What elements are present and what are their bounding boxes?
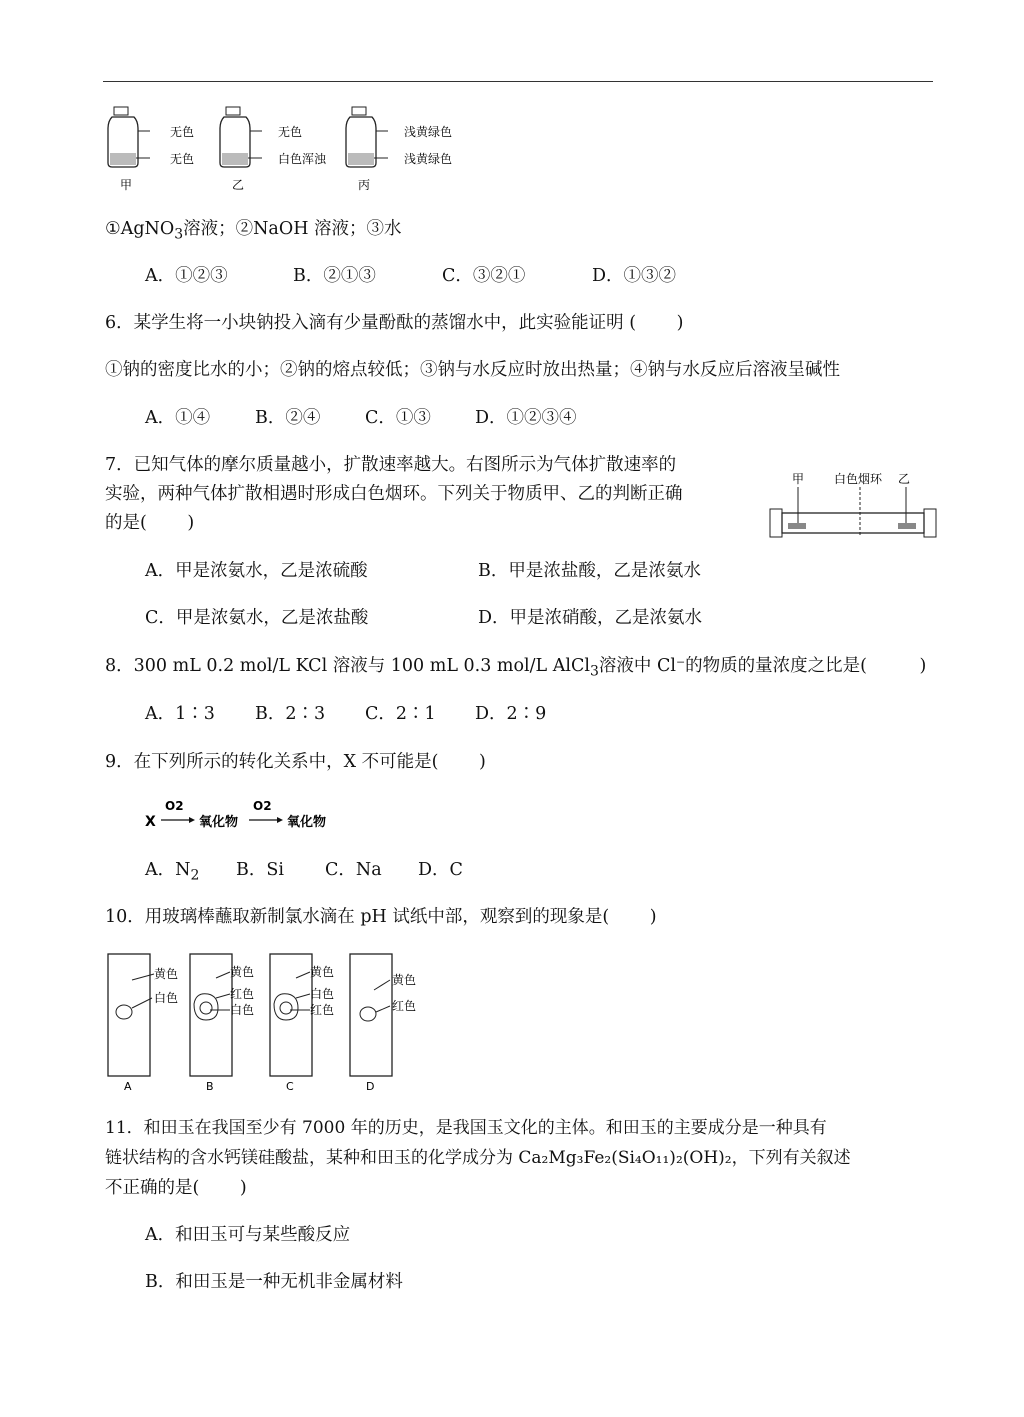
- bottle-yi: [220, 107, 327, 192]
- q11-line2-end: ，下列有关叙述: [731, 1148, 851, 1168]
- q9-option-a: A．$N_2$: [145, 860, 200, 884]
- q5-option-c: C．③②①: [442, 266, 526, 286]
- ph-b-letter: B: [206, 1080, 214, 1093]
- ph-c-letter: C: [286, 1080, 294, 1093]
- q11-line3: 不正确的是( ): [105, 1178, 247, 1198]
- q6-option-d: D．①②③④: [475, 408, 577, 428]
- q11-option-a: A．和田玉可与某些酸反应: [145, 1225, 351, 1245]
- q8-stem-part2: 溶液中 Cl⁻的物质的量浓度之比是( ): [598, 656, 927, 676]
- q7-option-a: A．甲是浓氨水，乙是浓硫酸: [145, 561, 368, 581]
- q7-stem-line2: 实验，两种气体扩散相遇时形成白色烟环。下列关于物质甲、乙的判断正确: [105, 484, 683, 504]
- scheme-product2: 氧化物: [287, 815, 327, 830]
- ph-paper-d: [350, 954, 416, 1093]
- ph-d-letter: D: [366, 1080, 375, 1093]
- q6-option-a: A．①④: [145, 408, 211, 428]
- q5-option-b: B．②①③: [293, 266, 376, 286]
- ph-d-label-1: 黄色: [392, 973, 417, 987]
- q8-option-a: A．1∶3: [145, 704, 215, 724]
- bottle-bing-name: 丙: [358, 178, 371, 192]
- q11-formula: Ca₂Mg₃Fe₂(Si₄O₁₁)₂(OH)₂: [518, 1148, 732, 1168]
- q5-reagent-part2: 溶液；②NaOH 溶液；③水: [183, 219, 402, 239]
- q5-reagents: [105, 216, 402, 248]
- q9-option-c: C．Na: [325, 860, 382, 880]
- bottle-figure: [100, 105, 480, 195]
- q9-stem: 9．在下列所示的转化关系中，X 不可能是( ): [105, 752, 486, 772]
- tube-label-jia: 甲: [792, 472, 805, 486]
- q8-option-c: C．2∶1: [365, 704, 436, 724]
- conversion-scheme: [143, 796, 363, 832]
- q5-option-a: A．①②③: [145, 266, 228, 286]
- bottle-yi-name: 乙: [232, 178, 245, 192]
- ph-b-label-2: 红色: [230, 987, 255, 1001]
- bottle-yi-top-label: 无色: [278, 125, 303, 139]
- q6-option-b: B．②④: [255, 408, 321, 428]
- ph-b-label-3: 白色: [230, 1003, 255, 1017]
- ph-c-label-1: 黄色: [310, 965, 335, 979]
- bottle-jia-top-label: 无色: [170, 125, 195, 139]
- q7-option-b: B．甲是浓盐酸，乙是浓氨水: [478, 561, 701, 581]
- q11-line1: 11．和田玉在我国至少有 7000 年的历史，是我国玉文化的主体。和田玉的主要成分是一种具有: [105, 1118, 827, 1138]
- q5-option-d: D．①③②: [592, 266, 677, 286]
- ph-paper-c: [270, 954, 334, 1093]
- scheme-product1: 氧化物: [199, 815, 239, 830]
- q8-stem-sub: 3: [589, 663, 599, 680]
- q5-reagent-part1: ①AgNO: [105, 219, 175, 239]
- scheme-arrow2-label: O2: [253, 799, 272, 813]
- header-rule: [103, 81, 933, 82]
- ph-a-letter: A: [124, 1080, 132, 1093]
- q11-line2-text: 链状结构的含水钙镁硅酸盐，某种和田玉的化学成分为: [105, 1148, 519, 1168]
- q5-reagent-sub: 3: [174, 226, 184, 243]
- ph-paper-figure: [104, 950, 434, 1095]
- ph-a-label-2: 白色: [154, 991, 179, 1005]
- q6-option-c: C．①③: [365, 408, 431, 428]
- bottle-bing: [346, 107, 452, 192]
- ph-paper-a: [108, 954, 178, 1093]
- ph-a-label-1: 黄色: [154, 967, 179, 981]
- q6-items: ①钠的密度比水的小；②钠的熔点较低；③钠与水反应时放出热量；④钠与水反应后溶液呈碱性: [105, 360, 840, 380]
- q11-option-b: B．和田玉是一种无机非金属材料: [145, 1272, 403, 1292]
- scheme-arrow1-label: O2: [165, 799, 184, 813]
- bottle-bing-top-label: 浅黄绿色: [404, 125, 453, 139]
- q8-stem-part1: 8．300 mL 0.2 mol/L KCl 溶液与 100 mL 0.3 mol/L AlCl: [105, 656, 590, 676]
- q8-option-d: D．2∶9: [475, 704, 547, 724]
- q7-stem-line3: 的是( ): [105, 513, 195, 533]
- q6-stem: 6．某学生将一小块钠投入滴有少量酚酞的蒸馏水中，此实验能证明 ( ): [105, 313, 684, 333]
- q7-option-d: D．甲是浓硝酸，乙是浓氨水: [478, 608, 703, 628]
- q8-stem: [105, 653, 926, 685]
- ph-d-label-2: 红色: [392, 999, 417, 1013]
- scheme-x: X: [145, 814, 156, 830]
- bottle-jia: [108, 107, 194, 192]
- ph-b-label-1: 黄色: [230, 965, 255, 979]
- q9-option-d: D．C: [418, 860, 463, 880]
- bottle-yi-bottom-label: 白色浑浊: [278, 152, 327, 166]
- ph-c-label-3: 红色: [310, 1003, 335, 1017]
- q7-option-c: C．甲是浓氨水，乙是浓盐酸: [145, 608, 369, 628]
- tube-label-yi: 乙: [898, 472, 911, 486]
- q7-stem-line1: 7．已知气体的摩尔质量越小，扩散速率越大。右图所示为气体扩散速率的: [105, 455, 677, 475]
- q11-line2: [105, 1145, 851, 1171]
- tube-label-smoke-ring: 白色烟环: [834, 472, 883, 486]
- bottle-jia-bottom-label: 无色: [170, 152, 195, 166]
- ph-paper-b: [190, 954, 254, 1093]
- q8-option-b: B．2∶3: [255, 704, 326, 724]
- bottle-bing-bottom-label: 浅黄绿色: [404, 152, 453, 166]
- bottle-jia-name: 甲: [120, 178, 133, 192]
- ph-c-label-2: 白色: [310, 987, 335, 1001]
- diffusion-tube-figure: [768, 465, 938, 545]
- q10-stem: 10．用玻璃棒蘸取新制氯水滴在 pH 试纸中部，观察到的现象是( ): [105, 907, 657, 927]
- q9-option-b: B．Si: [236, 860, 284, 880]
